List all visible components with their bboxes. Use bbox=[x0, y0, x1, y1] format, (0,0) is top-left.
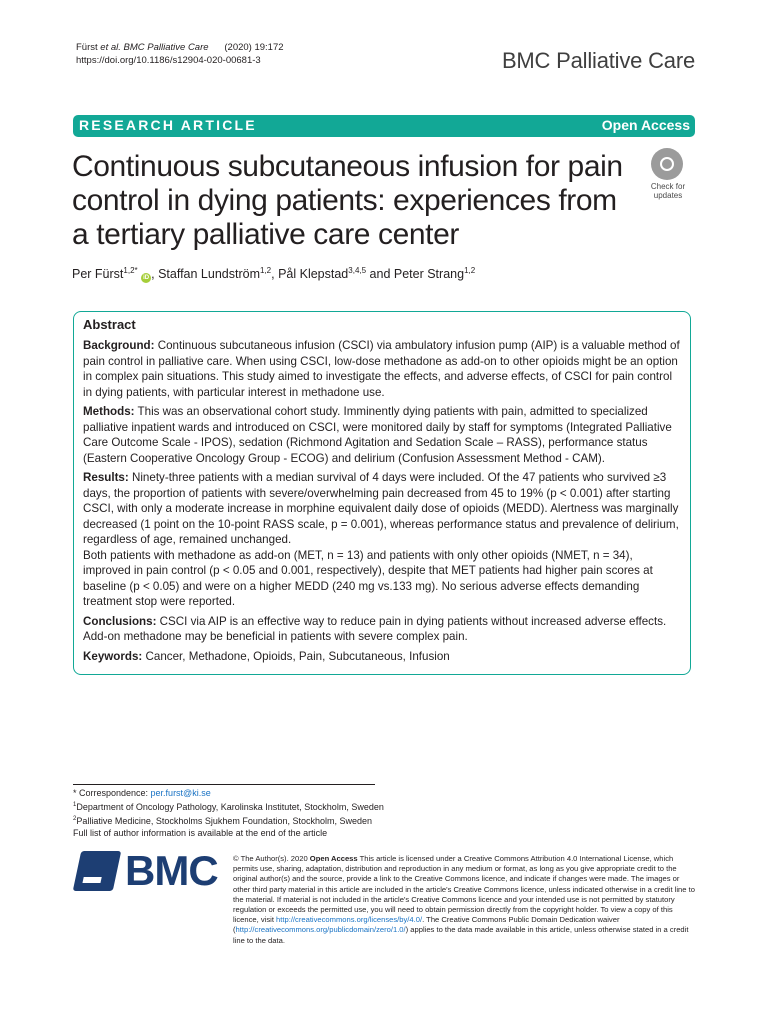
results-text: Ninety-three patients with a median survival of 4 days were included. Of the 47 patients who survived ≥3 days, the proportion of patients with severe/overwhelming pain decreased from 45 to 19% (p < 0.001) after starting CSCI, with only a moderate increase in morphine equivalent daily dose of opioids (MEDD). Alertness was marginally decreased (1 point on the 10-point RASS scale, p = 0.001), whereas performance status and prevalence of delirium, regardless of age, remained unchanged. bbox=[83, 471, 679, 546]
author-affiliation: 1,2 bbox=[260, 266, 272, 275]
citation-journal: BMC Palliative Care bbox=[123, 42, 209, 53]
citation-et-al: et al. bbox=[100, 42, 121, 53]
author-name[interactable]: Pål Klepstad bbox=[278, 267, 349, 282]
affiliation-number: 2 bbox=[73, 816, 77, 822]
methods-label: Methods: bbox=[83, 405, 135, 418]
license-open-access: Open Access bbox=[309, 854, 358, 863]
license-text: ) applies to the data made available in this article, unless otherwise stated in a credit line to the data. bbox=[233, 925, 689, 945]
abstract-results bbox=[83, 470, 681, 548]
author-list bbox=[72, 266, 475, 283]
license-text: © The Author(s). 2020 bbox=[233, 854, 310, 863]
license-statement bbox=[233, 854, 696, 946]
license-text: This article is licensed under a Creative Commons Attribution 4.0 International License, which permits use, sharing, adaptation, distribution and reproduction in any medium or format, as long as you give appropriate credit to the original author(s) and the source, provide a link to the Creative Commons licence, and indicate if changes were made. The images or other third party material in this article are included in the article's Creative Commons licence, unless indicated otherwise in a credit line to the material. If material is not included in the article's Creative Commons licence and your intended use is not permitted by statutory regulation or exceeds the permitted use, you will need to obtain permission directly from the copyright holder. To view a copy of this licence, visit bbox=[233, 854, 695, 925]
article-title: Continuous subcutaneous infusion for pain control in dying patients: experiences from a tertiary palliative care center bbox=[72, 150, 623, 251]
author-separator: , bbox=[271, 267, 279, 282]
check-updates-icon bbox=[651, 148, 683, 180]
article-type: RESEARCH ARTICLE bbox=[79, 117, 257, 133]
footnotes bbox=[73, 787, 393, 839]
affiliation-2: Palliative Medicine, Stockholms Sjukhem Foundation, Stockholm, Sweden bbox=[76, 816, 372, 826]
abstract-background bbox=[83, 338, 681, 400]
author-name[interactable]: Staffan Lundström bbox=[158, 267, 260, 282]
background-label: Background: bbox=[83, 339, 155, 352]
citation-author: Fürst bbox=[76, 42, 98, 53]
cc-by-license-link[interactable]: http://creativecommons.org/licenses/by/4.0/ bbox=[276, 915, 423, 925]
orcid-icon[interactable]: iD bbox=[143, 275, 150, 282]
affiliation-1: Department of Oncology Pathology, Karolinska Institutet, Stockholm, Sweden bbox=[76, 802, 384, 812]
author-affiliation: 1,2 bbox=[464, 266, 476, 275]
methods-text: This was an observational cohort study. Imminently dying patients with pain, admitted to specialized palliative inpatient wards and introduced on CSCI, were monitored daily by staff for symptoms (Integrated Palliative Care Outcome Scale - IPOS), sedation (Richmond Agitation and Sedation Scale – RASS), performance status (Eastern Cooperative Oncology Group - ECOG) and delirium (Confusion Assessment Method - CAM). bbox=[83, 405, 672, 465]
abstract-results-continued: Both patients with methadone as add-on (MET, n = 13) and patients with only other opioids (NMET, n = 34), improved in pain control (p < 0.05 and 0.001, respectively), despite that MET patients had higher pain scores at baseline (p < 0.05) and were on a higher MEDD (240 mg vs.133 mg). No serious adverse effects demanding treatment stop were reported. bbox=[83, 548, 653, 608]
abstract-conclusions bbox=[83, 614, 681, 645]
citation-year-volume: (2020) 19:172 bbox=[224, 42, 284, 53]
affiliation-number: 1 bbox=[73, 802, 77, 808]
check-updates-label: Check for updates bbox=[650, 182, 686, 200]
correspondence-email-link[interactable]: per.furst@ki.se bbox=[150, 788, 211, 798]
open-access-label: Open Access bbox=[601, 117, 690, 133]
check-for-updates-badge[interactable] bbox=[646, 148, 690, 200]
bmc-logo bbox=[77, 847, 218, 894]
abstract-keywords bbox=[83, 649, 681, 665]
license-text: . The Creative Commons Public Domain Dedication waiver ( bbox=[233, 915, 620, 935]
bmc-logo-mark-icon bbox=[73, 851, 122, 891]
journal-name: BMC Palliative Care bbox=[501, 48, 695, 73]
doi-link[interactable]: https://doi.org/10.1186/s12904-020-00681-3 bbox=[76, 55, 261, 66]
keywords-text: Cancer, Methadone, Opioids, Pain, Subcutaneous, Infusion bbox=[145, 649, 450, 663]
author-separator: , bbox=[151, 267, 159, 282]
conclusions-label: Conclusions: bbox=[83, 614, 157, 628]
correspondence-label: * Correspondence: bbox=[73, 788, 151, 798]
article-type-banner bbox=[73, 115, 695, 137]
abstract-methods bbox=[83, 404, 681, 466]
keywords-label: Keywords: bbox=[83, 649, 143, 663]
author-and: and bbox=[366, 267, 394, 282]
abstract-heading: Abstract bbox=[83, 317, 136, 332]
conclusions-text: CSCI via AIP is an effective way to reduce pain in dying patients without increased adverse effects. Add-on methadone may be beneficial in patients with severe complex pain. bbox=[83, 614, 667, 643]
abstract-box bbox=[73, 311, 691, 675]
footnote-divider bbox=[73, 784, 375, 785]
results-label: Results: bbox=[83, 471, 129, 484]
citation-header bbox=[76, 41, 406, 67]
author-name[interactable]: Per Fürst bbox=[72, 267, 124, 282]
author-name[interactable]: Peter Strang bbox=[393, 267, 465, 282]
background-text: Continuous subcutaneous infusion (CSCI) via ambulatory infusion pump (AIP) is a valuable method of pain control in palliative care. When using CSCI, low-dose methadone as add-on to other opioids might be an option in complex pain situations. This study aimed to investigate the effects, and adverse effects, of CSCI for pain control in dying patients, with particular interest in methadone use. bbox=[83, 339, 680, 399]
bmc-logo-text: BMC bbox=[125, 847, 218, 894]
author-affiliation: 1,2* bbox=[123, 266, 138, 275]
cc-zero-waiver-link[interactable]: http://creativecommons.org/publicdomain/zero/1.0/ bbox=[235, 925, 406, 935]
full-author-info-note: Full list of author information is available at the end of the article bbox=[73, 828, 328, 838]
author-affiliation: 3,4,5 bbox=[348, 266, 367, 275]
